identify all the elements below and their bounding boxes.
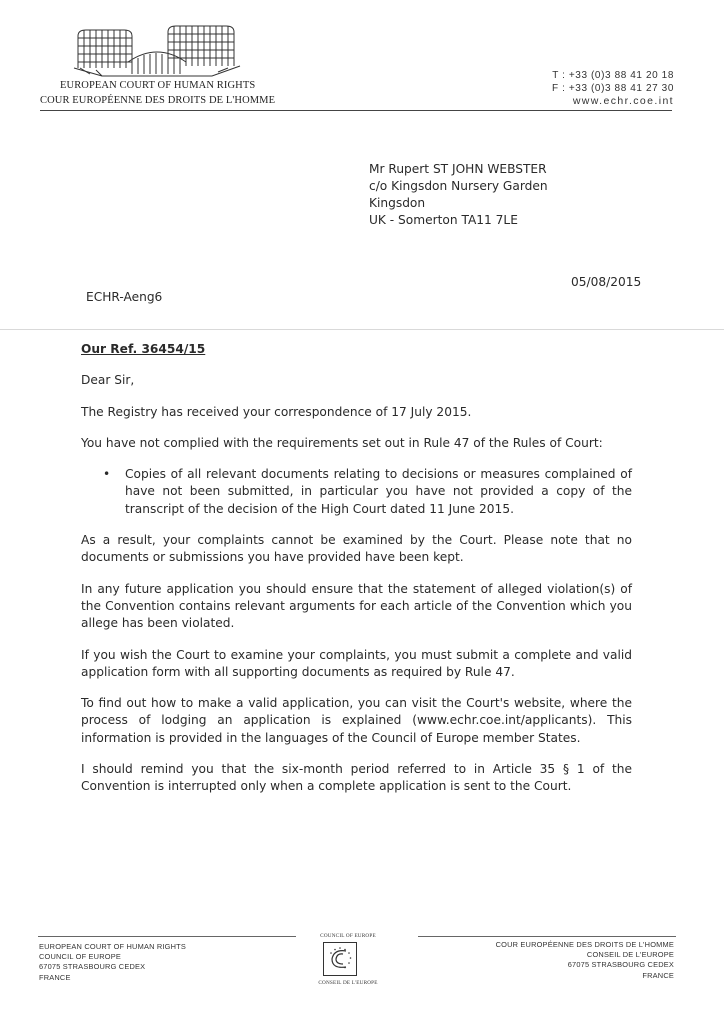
coe-label-french: CONSEIL DE L'EUROPE	[318, 980, 378, 986]
bullet-text: Copies of all relevant documents relating to decisions or measures complained of have not been submitted, in particular you have not provided a copy of the transcript of the decision of the High Court dated 11 June 2015.	[125, 467, 632, 516]
footer-address-english	[39, 942, 186, 983]
website-link[interactable]: www.echr.coe.int	[572, 95, 674, 107]
document-identifier: ECHR-Aeng6	[86, 290, 163, 304]
court-name-french: COUR EUROPÉENNE DES DROITS DE L'HOMME	[40, 95, 276, 106]
contact-block	[552, 69, 674, 108]
footer-line: COUR EUROPÉENNE DES DROITS DE L'HOMME	[495, 940, 674, 949]
paragraph: To find out how to make a valid application, you can visit the Court's website, where the process of lodging an application is explained (www.echr.coe.int/applicants). This information is provided in the languages of the Council of Europe member States.	[81, 696, 632, 745]
footer-line: FRANCE	[39, 972, 71, 982]
fax-number: F : +33 (0)3 88 41 27 30	[552, 83, 674, 94]
paragraph: The Registry has received your correspondence of 17 July 2015.	[81, 404, 472, 419]
bullet-icon: •	[103, 467, 111, 482]
footer-line: COUNCIL OF EUROPE	[39, 952, 121, 962]
footer-line: 67075 STRASBOURG CEDEX	[567, 960, 674, 970]
footer-line: CONSEIL DE L'EUROPE	[586, 950, 674, 960]
address-line: UK - Somerton TA11 7LE	[369, 213, 518, 227]
address-line: Kingsdon	[369, 196, 426, 210]
salutation: Dear Sir,	[81, 373, 135, 388]
paragraph: If you wish the Court to examine your complaints, you must submit a complete and valid application form with all supporting documents as required by Rule 47.	[81, 647, 632, 679]
paragraph: In any future application you should ensure that the statement of alleged violation(s) of the Convention contains relevant arguments for each article of the Convention which you allege has been violated.	[81, 581, 632, 631]
council-of-europe-logo-icon	[323, 942, 357, 976]
footer-line: FRANCE	[642, 970, 674, 980]
footer-address-french	[496, 940, 674, 981]
letter-date: 05/08/2015	[571, 275, 642, 289]
header-divider	[40, 110, 672, 111]
coe-label-english: COUNCIL OF EUROPE	[320, 933, 376, 939]
paragraph: As a result, your complaints cannot be examined by the Court. Please note that no documents or submissions you have provided have been kept.	[81, 533, 632, 565]
footer-line: EUROPEAN COURT OF HUMAN RIGHTS	[39, 942, 186, 951]
paragraph: You have not complied with the requirements set out in Rule 47 of the Rules of Court:	[81, 435, 603, 450]
footer-divider-left	[38, 936, 296, 937]
recipient-address	[369, 161, 548, 229]
phone-number: T : +33 (0)3 88 41 20 18	[552, 70, 674, 81]
letter-body	[81, 341, 632, 810]
court-building-icon	[72, 22, 242, 78]
footer-line: 67075 STRASBOURG CEDEX	[39, 962, 146, 972]
court-name-english: EUROPEAN COURT OF HUMAN RIGHTS	[60, 80, 256, 91]
fold-line	[0, 329, 724, 330]
paragraph: I should remind you that the six-month period referred to in Article 35 § 1 of the Convention is interrupted only when a complete application is sent to the Court.	[81, 762, 632, 794]
address-line: c/o Kingsdon Nursery Garden	[369, 179, 548, 193]
address-line: Mr Rupert ST JOHN WEBSTER	[369, 162, 547, 176]
reference-number: Our Ref. 36454/15	[81, 342, 206, 356]
bullet-item	[81, 466, 632, 518]
footer-divider-right	[418, 936, 676, 937]
